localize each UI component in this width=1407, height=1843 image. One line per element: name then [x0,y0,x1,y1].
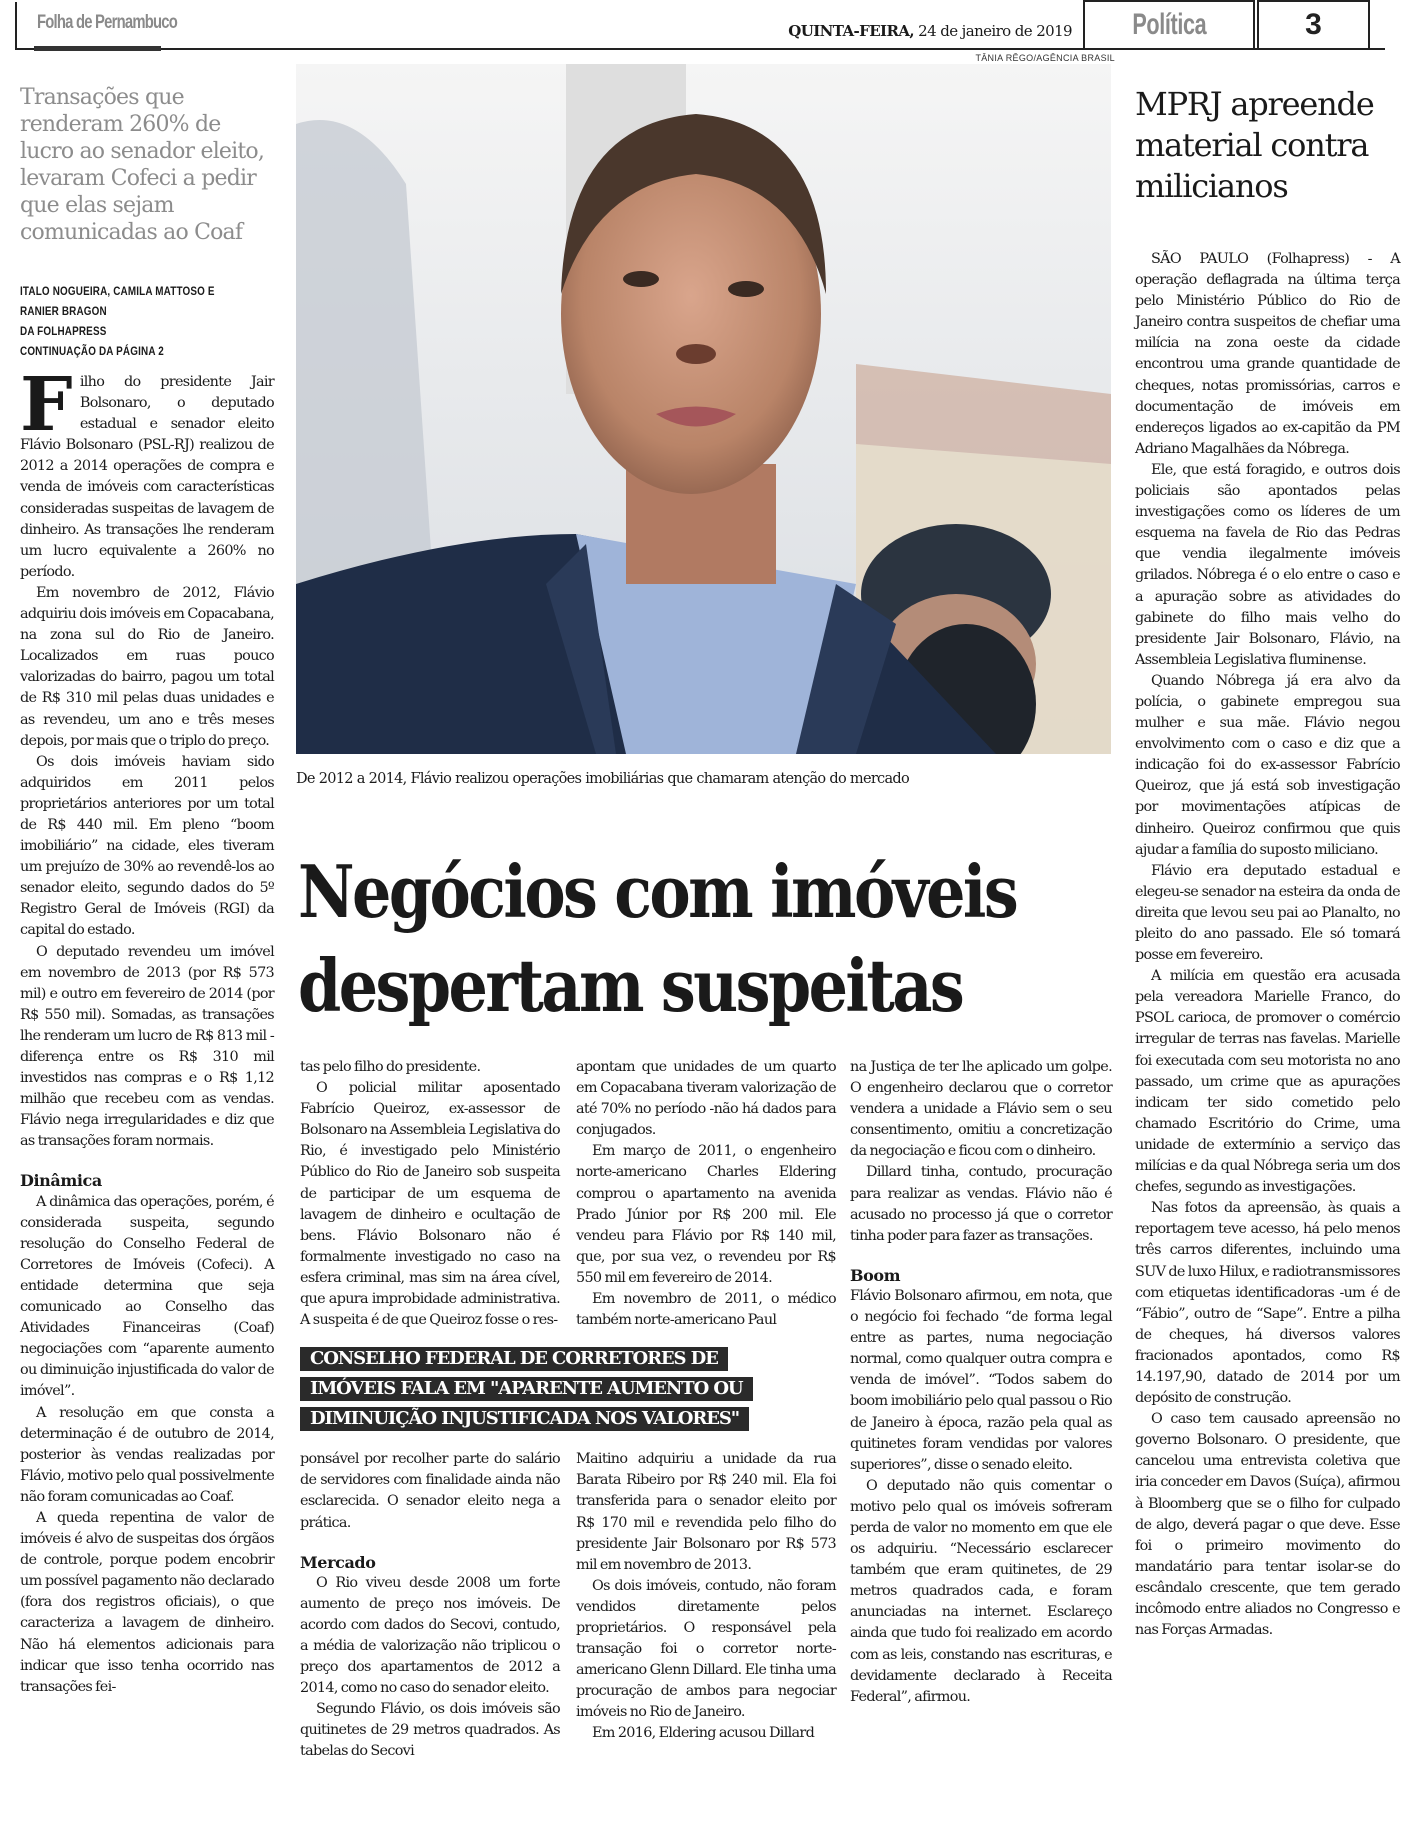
paragraph: tas pelo filho do presidente. [300,1059,481,1075]
paragraph: Os dois imóveis haviam sido adquiridos em 2011 pelos proprietários anteriores por um total de R$ 440 mil. Em pleno “boom imobiliário” na cidade, eles tiveram um prejuízo de 30% ao revendê-los ao senador eleito, segundo dados do 5º Registro Geral de Imóveis (RGI) da capital do estado. [20,753,274,939]
pull-quote-line: IMÓVEIS FALA EM "APARENTE AUMENTO OU [300,1377,753,1401]
paragraph: Ele, que está foragido, e outros dois policiais são apontados pelas investigações como os líderes de um esquema na favela de Rio das Pedras que vendia ilegalmente imóveis grilados. Nóbrega é o elo entre o caso e a apuração sobre as atividades do gabinete do filho mais velho do presidente Jair Bolsonaro, Flávio, na Assembleia Legislativa fluminense. [1135,461,1400,668]
paragraph: A resolução em que consta a determinação é de outubro de 2014, posterior às vendas realizadas por Flávio, motivo pelo qual possivelmente não foram comunicadas ao Coaf. [20,1404,275,1505]
lead-paragraph-text: ilho do presidente Jair Bolsonaro, o deputado estadual e senador eleito Flávio Bolsonaro (PSL-RJ) realizou de 2012 a 2014 operações de compra e venda de imóveis com características consideradas suspeitas de lavagem de dinheiro. As transações lhe renderam um lucro equivalente a 260% no período. [20,374,274,580]
portrait-illustration [296,64,1111,754]
byline-line: RANIER BRAGON [20,306,107,318]
left-column [20,84,274,1698]
byline [20,282,269,362]
paragraph: Flávio era deputado estadual e elegeu-se senador na esteira da onda de direita que levou seu pai ao Planalto, no pleito do ano passado. Ele só tomará posse em fevereiro. [1135,862,1400,964]
paragraph: Em novembro de 2012, Flávio adquiriu dois imóveis em Copacabana, na zona sul do Rio de Janeiro. Localizados em ruas pouco valorizadas do bairro, pagou um total de R$ 310 mil pelas duas unidades e as revendeu, um ano e três meses depois, por mais que o triplo do preço. [20,584,274,749]
paragraph: Em 2016, Eldering acusou Dillard [592,1725,815,1742]
paragraph: O deputado não quis comentar o motivo pelo qual os imóveis sofreram perda de valor no momento em que ele os adquiriu. “Necessário esclarecer também que eram quitinetes, de 29 metros quadrados cada, e foram anunciadas na internet. Esclareço ainda que tudo foi realizado em acordo com as leis, constando nas escrituras, e devidamente declarado à Receita Federal”, afirmou. [850,1477,1112,1705]
byline-line: DA FOLHAPRESS [20,326,107,338]
article-deck: Transações que renderam 260% de lucro ao senador eleito, levaram Cofeci a pedir que elas sejam comunicadas ao Coaf [20,85,265,245]
article-body-col2-top [300,1057,560,1331]
drop-cap: F [20,362,72,448]
sidebar-article [1135,84,1400,1641]
page-number: 3 [1305,8,1322,41]
photo-credit: TÂNIA RÊGO/AGÊNCIA BRASIL [975,53,1115,63]
subhead-dinamica: Dinâmica [20,1171,102,1191]
pull-quote-line: DIMINUIÇÃO INJUSTIFICADA NOS VALORES" [300,1407,749,1431]
byline-line: ITALO NOGUEIRA, CAMILA MATTOSO E [20,286,215,298]
article-body-col3-top [576,1057,836,1331]
main-headline [298,845,1017,1033]
paragraph: O policial militar aposentado Fabrício Queiroz, ex-assessor de Bolsonaro na Assembleia Legislativa do Rio, é investigado pelo Ministério Público do Rio de Janeiro sob suspeita de participar de um esquema de lavagem de dinheiro e ocultação de bens. Flávio Bolsonaro não é formalmente investigado no caso na esfera criminal, mas sim na área cível, que apura improbidade administrativa. A suspeita é de que Queiroz fosse o res- [300,1080,560,1329]
weekday: QUINTA-FEIRA, [788,22,914,40]
paragraph: Nas fotos da apreensão, às quais a reportagem teve acesso, há pelo menos três carros diferentes, incluindo uma SUV de luxo Hilux, e radiotransmissores com etiquetas identificadoras -um é de “Fábio”, outro de “Sape”. Entre a pilha de cheques, há diversos valores fracionados apontados, como R$ 14.197,90, datado de 2014 por um depósito de construção. [1135,1200,1400,1407]
paragraph: A dinâmica das operações, porém, é considerada suspeita, segundo resolução do Conselho Federal de Corretores de Imóveis (Cofeci). A entidade determina que seja comunicado ao Conselho das Atividades Financeiras (Coaf) negociações com “aparente aumento ou diminuição injustificada do valor de imóvel”. [20,1193,274,1400]
headline-line: despertam suspeitas [298,943,963,1028]
section-tab [1083,0,1255,48]
middle-columns-bottom [300,1449,836,1762]
paragraph: Em março de 2011, o engenheiro norte-americano Charles Eldering comprou o apartamento na avenida Prado Júnior por R$ 200 mil. Ele vendeu para Flávio por R$ 140 mil, que, por sua vez, o revendeu por R$ 550 mil em fevereiro de 2014. [576,1143,836,1286]
paragraph: na Justiça de ter lhe aplicado um golpe. O engenheiro declarou que o corretor vendera a unidade a Flávio sem o seu consentimento, omitiu a concretização da negociação e ficou com o dinheiro. [850,1059,1112,1160]
paragraph: ponsável por recolher parte do salário de servidores com finalidade ainda não esclarecida. O senador eleito nega a prática. [300,1451,560,1531]
article-body-col3-bottom [576,1449,836,1744]
dateline [788,22,1072,40]
paragraph: Em novembro de 2011, o médico também norte-americano Paul [576,1291,836,1329]
sidebar-body [1135,249,1400,1641]
paragraph: Maitino adquiriu a unidade da rua Barata Ribeiro por R$ 240 mil. Ela foi transferida para o senador eleito por R$ 170 mil e revendida pelo filho do presidente Jair Bolsonaro por R$ 573 mil em novembro de 2013. [576,1451,836,1573]
newspaper-name-underline [34,46,161,51]
middle-columns-top [300,1057,836,1331]
date: 24 de janeiro de 2019 [914,22,1072,40]
subhead-mercado: Mercado [300,1552,376,1572]
article-body-col2-bottom [300,1449,560,1762]
section-label: Política [1132,8,1206,41]
paragraph: O caso tem causado apreensão no governo Bolsonaro. O presidente, que cancelou uma entrevista coletiva que iria conceder em Davos (Suíça), afirmou à Bloomberg que se o filho for culpado de algo, deverá pagar o que deve. Esse foi o primeiro movimento do mandatário para tentar isolar-se do escândalo crescente, que tem gerado incômodo entre aliados no Congresso e nas Forças Armadas. [1135,1411,1400,1639]
paragraph: Dillard tinha, contudo, procuração para realizar as vendas. Flávio não é acusado no processo já que o corretor tinha poder para fazer as transações. [850,1164,1112,1244]
paragraph: Quando Nóbrega já era alvo da polícia, o gabinete empregou sua mulher e sua mãe. Flávio negou envolvimento com o caso e diz que a indicação foi do ex-assessor Fabrício Queiroz, que já está sob investigação por movimentações atípicas de dinheiro. Queiroz confirmou que quis ajudar a família do suposto miliciano. [1135,672,1400,858]
paragraph: O deputado revendeu um imóvel em novembro de 2013 (por R$ 573 mil) e outro em fevereiro de 2014 (por R$ 550 mil). Somadas, as transações lhe renderam um lucro de R$ 813 mil -diferença entre os R$ 310 mil investidos nas compras e o R$ 1,12 milhão que recebeu com as vendas. Flávio nega irregularidades e diz que as transações foram normais. [20,943,274,1150]
byline-line: CONTINUAÇÃO DA PÁGINA 2 [20,346,164,358]
paragraph: SÃO PAULO (Folhapress) - A operação deflagrada na última terça pelo Ministério Público do Rio de Janeiro contra suspeitos de chefiar uma milícia na zona oeste da cidade encontrou uma grande quantidade de cheques, notas promissórias, carros e documentação de imóveis em endereços ligados ao ex-capitão da PM Adriano Magalhães da Nóbrega. [1135,251,1400,457]
paragraph: apontam que unidades de um quarto em Copacabana tiveram valorização de até 70% no período -não há dados para conjugados. [576,1059,836,1139]
paragraph: O Rio viveu desde 2008 um forte aumento de preço nos imóveis. De acordo com dados do Secovi, contudo, a média de valorização não triplicou o preço dos apartamentos de 2012 a 2014, como no caso do senador eleito. [300,1574,560,1697]
paragraph: Flávio Bolsonaro afirmou, em nota, que o negócio foi fechado “de forma legal entre as partes, numa negociação normal, como qualquer outra compra e venda de imóvel”. “Todos sabem do boom imobiliário pelo qual passou o Rio de Janeiro à época, razão pela qual as quitinetes foram vendidas por valores superiores”, disse o senado eleito. [850,1287,1112,1473]
subhead-boom: Boom [850,1265,901,1285]
paragraph: A milícia em questão era acusada pela vereadora Marielle Franco, do PSOL carioca, de promover o comércio irregular de terras nas favelas. Marielle foi executada com seu motorista no ano passado, um crime que as apurações indicam ter sido cometido pelo chamado Escritório do Crime, uma unidade de extermínio a serviço das milícias e da qual Nóbrega seria um dos chefes, segundo as investigações. [1135,968,1400,1196]
newspaper-name: Folha de Pernambuco [37,12,177,33]
pull-quote [300,1347,820,1431]
photo-caption: De 2012 a 2014, Flávio realizou operações imobiliárias que chamaram atenção do mercado [296,771,910,787]
lead-photo [296,64,1111,754]
headline-line: Negócios com imóveis [298,849,1017,934]
article-body-col1 [20,362,275,1698]
paragraph: A queda repentina de valor de imóveis é alvo de suspeitas dos órgãos de controle, porque podem encobrir um possível pagamento não declarado (fora dos registros oficiais), o que caracteriza a lavagem de dinheiro. Não há elementos adicionais para indicar que isso tenha ocorrido nas transações fei- [20,1509,274,1695]
paragraph [20,362,274,583]
paragraph: Segundo Flávio, os dois imóveis são quitinetes de 29 metros quadrados. As tabelas do Secovi [300,1701,560,1760]
pull-quote-line: CONSELHO FEDERAL DE CORRETORES DE [300,1347,728,1371]
middle-columns [300,1057,836,1763]
paragraph: Os dois imóveis, contudo, não foram vendidos diretamente pelos proprietários. O responsável pela transação foi o corretor norte-americano Glenn Dillard. Ele tinha uma procuração de ambos para negociar imóveis no Rio de Janeiro. [576,1577,836,1721]
page-number-box [1257,0,1370,48]
sidebar-headline: MPRJ apreende material contra milicianos [1135,85,1374,205]
article-body-col4 [850,1057,1112,1708]
